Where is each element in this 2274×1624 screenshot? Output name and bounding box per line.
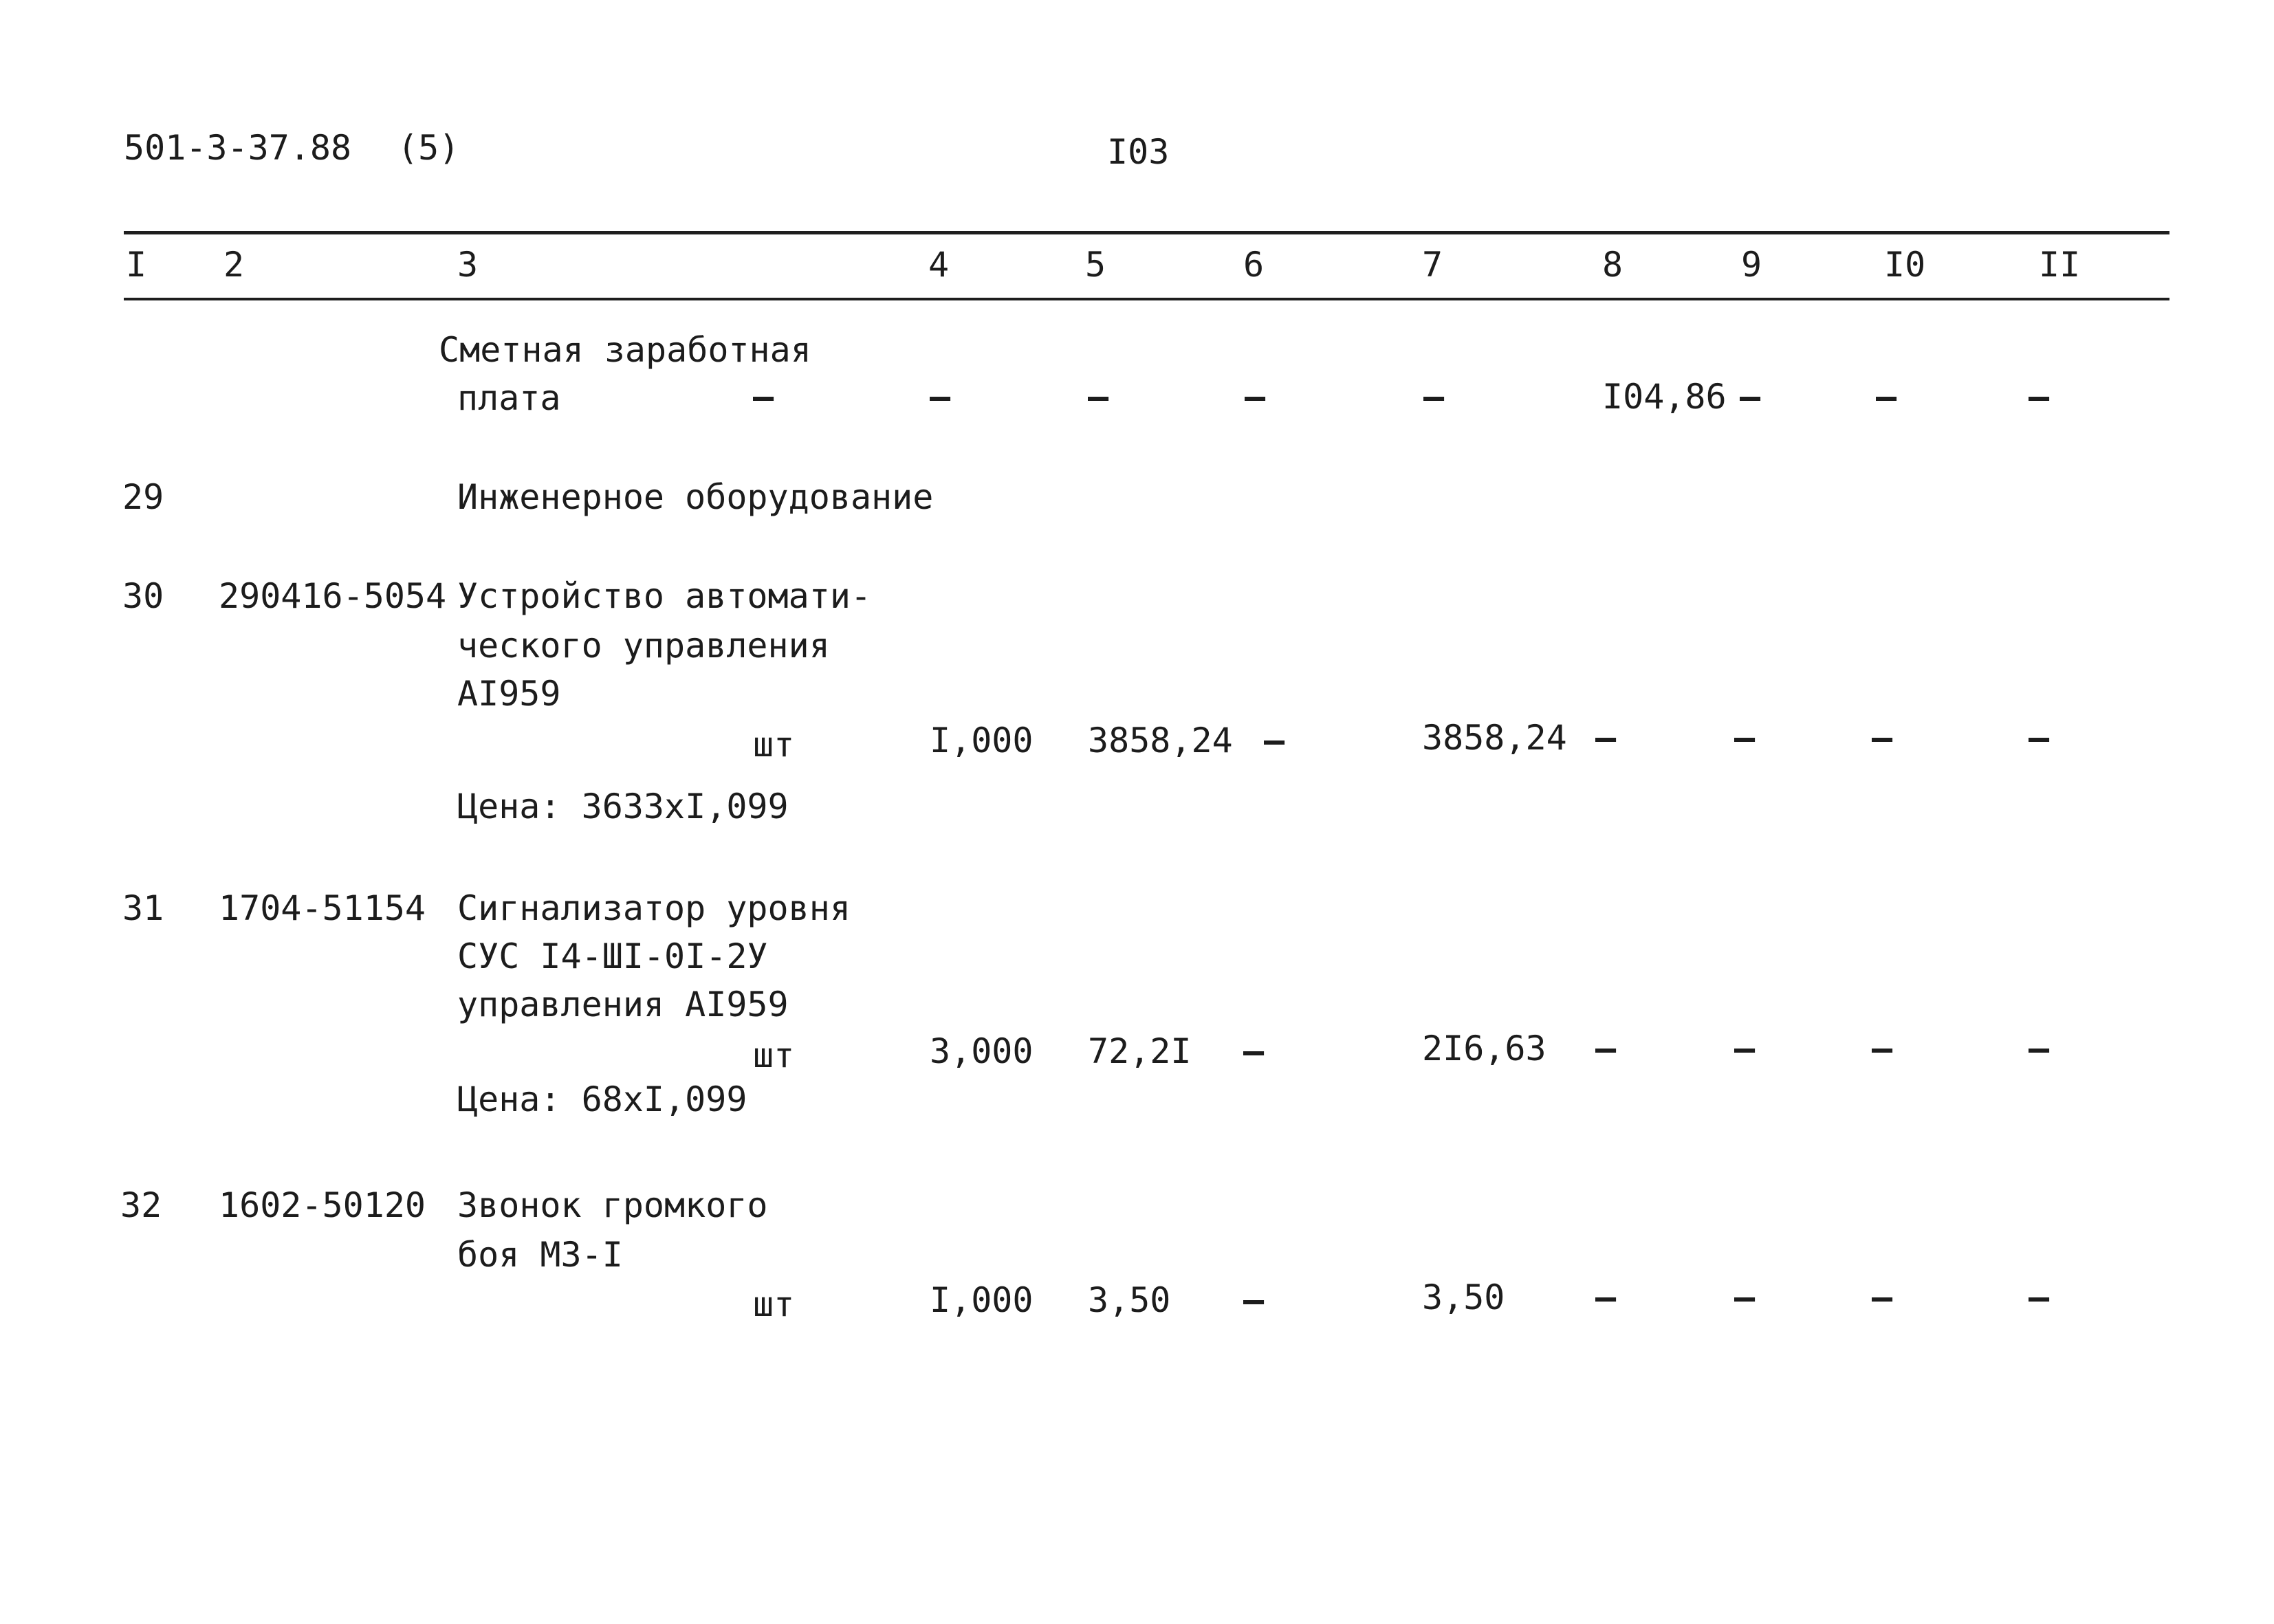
page-number: I03 (1107, 132, 1170, 172)
section-title: Инженерное оборудование (457, 477, 934, 517)
item-name-line: AI959 (457, 674, 561, 714)
table-header-rule (124, 298, 2169, 300)
row-number: 32 (120, 1185, 162, 1225)
empty-cell-dash: – (1595, 718, 1617, 758)
empty-cell-dash: – (2029, 1029, 2050, 1068)
column-number: 3 (457, 245, 479, 285)
document-code: 501-3-37.88 (124, 128, 352, 168)
column-number: 9 (1741, 245, 1762, 285)
item-name-line: Сигнализатор уровня (457, 888, 851, 928)
item-quantity: 3,000 (930, 1031, 1034, 1071)
price-note: Цена: 68xI,099 (457, 1079, 747, 1119)
item-name-line: Звонок громкого (457, 1185, 768, 1225)
empty-cell-dash: – (753, 377, 774, 417)
empty-cell-dash: – (1423, 377, 1445, 417)
item-code: 1704-51154 (219, 888, 426, 928)
item-name-line: Устройство автомати- (457, 576, 872, 616)
item-total: 2I6,63 (1422, 1029, 1546, 1068)
item-name-line: ческого управления (457, 626, 830, 666)
empty-cell-dash: – (1734, 1277, 1756, 1317)
salary-amount: I04,86 (1602, 377, 1727, 417)
item-unit: шт (753, 1284, 795, 1324)
empty-cell-dash: – (1740, 377, 1761, 417)
empty-cell-dash: – (1088, 377, 1109, 417)
item-unit-price: 3,50 (1088, 1280, 1171, 1320)
row-number: 30 (122, 576, 164, 616)
column-number: 8 (1602, 245, 1623, 285)
column-number: 5 (1085, 245, 1106, 285)
item-total: 3858,24 (1422, 718, 1567, 758)
column-number: II (2039, 245, 2081, 285)
empty-cell-dash: – (1872, 1277, 1893, 1317)
table-top-rule (124, 231, 2169, 234)
empty-cell-dash: – (1872, 1029, 1893, 1068)
item-unit: шт (753, 725, 795, 765)
empty-cell-dash: – (1243, 1031, 1265, 1071)
column-number: 6 (1243, 245, 1265, 285)
empty-cell-dash: – (1264, 721, 1285, 760)
empty-cell-dash: – (1243, 1280, 1265, 1320)
row-number: 29 (122, 477, 164, 517)
column-number: 4 (928, 245, 950, 285)
empty-cell-dash: – (2029, 377, 2050, 417)
column-number: I (126, 245, 147, 285)
price-note: Цена: 3633xI,099 (457, 787, 789, 826)
empty-cell-dash: – (1595, 1277, 1617, 1317)
item-name-line: СУС I4-ШI-0I-2У (457, 936, 768, 976)
empty-cell-dash: – (1734, 1029, 1756, 1068)
empty-cell-dash: – (930, 377, 951, 417)
empty-cell-dash: – (1876, 377, 1897, 417)
item-unit: шт (753, 1035, 795, 1075)
item-unit-price: 3858,24 (1088, 721, 1233, 760)
empty-cell-dash: – (2029, 718, 2050, 758)
item-quantity: I,000 (930, 1280, 1034, 1320)
empty-cell-dash: – (2029, 1277, 2050, 1317)
item-unit-price: 72,2I (1088, 1031, 1192, 1071)
row-name-line: плата (457, 378, 561, 418)
item-quantity: I,000 (930, 721, 1034, 760)
empty-cell-dash: – (1595, 1029, 1617, 1068)
item-code: 1602-50120 (219, 1185, 426, 1225)
empty-cell-dash: – (1245, 377, 1266, 417)
item-total: 3,50 (1422, 1277, 1505, 1317)
item-name-line: управления AI959 (457, 985, 789, 1024)
item-code: 290416-5054 (219, 576, 447, 616)
item-name-line: боя МЗ-I (457, 1235, 623, 1275)
document-part: (5) (397, 128, 460, 168)
row-name-line: Сметная заработная (439, 330, 811, 370)
empty-cell-dash: – (1872, 718, 1893, 758)
column-number: I0 (1884, 245, 1926, 285)
column-number: 2 (223, 245, 245, 285)
column-number: 7 (1422, 245, 1443, 285)
empty-cell-dash: – (1734, 718, 1756, 758)
row-number: 31 (122, 888, 164, 928)
